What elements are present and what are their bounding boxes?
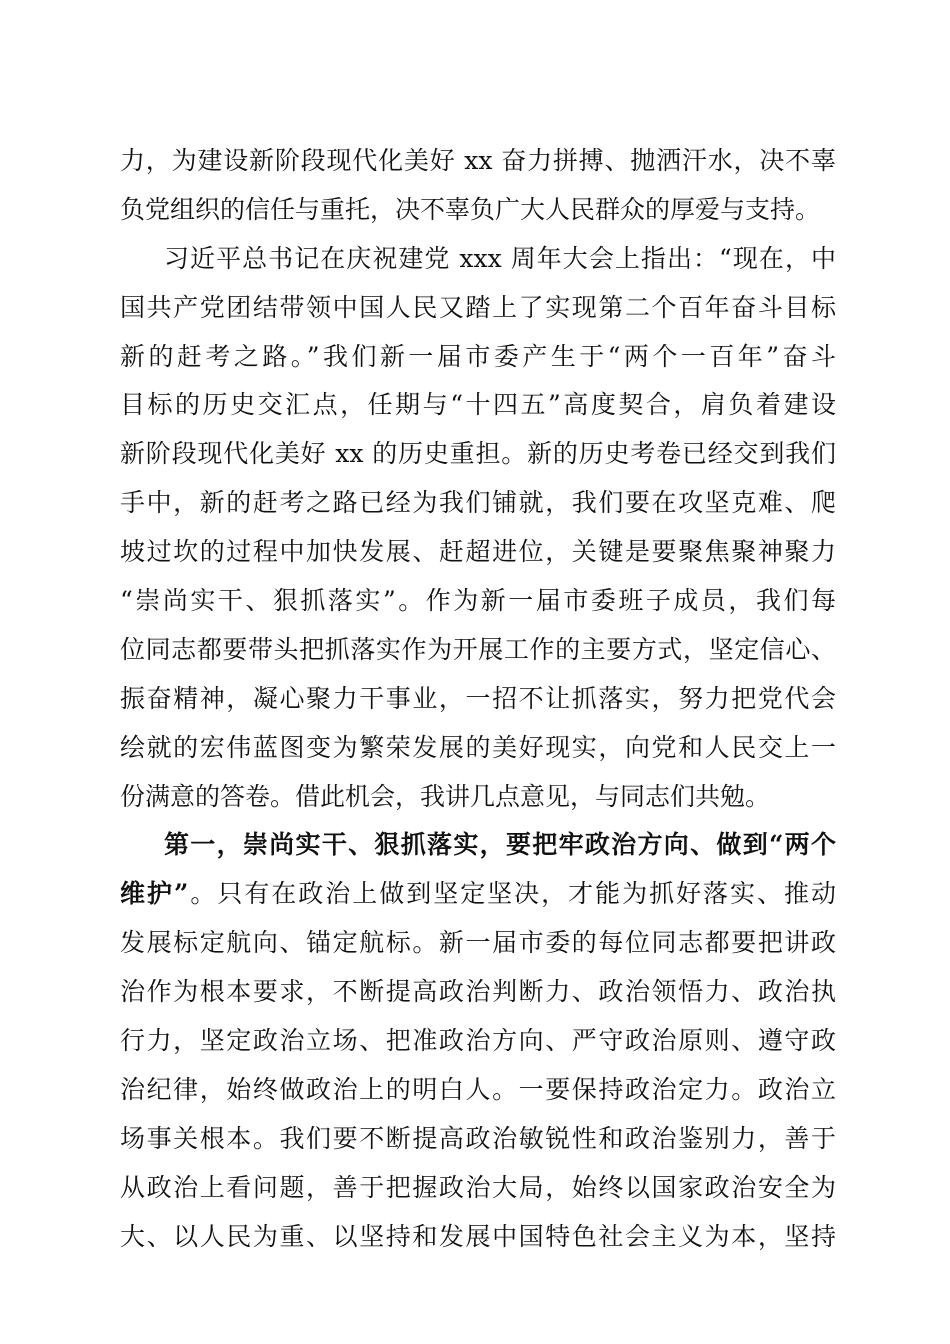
paragraph-3-line-3: 治作为根本要求，不断提高政治判断力、政治领悟力、政治执 xyxy=(120,977,836,1007)
paragraph-2-line-9: 位同志都要带头把抓落实作为开展工作的主要方式，坚定信心、 xyxy=(120,634,836,664)
paragraph-2-line-4: 目标的历史交汇点，任期与“十四五”高度契合，肩负着建设 xyxy=(120,390,836,420)
paragraph-3-line-7: 从政治上看问题，善于把握政治大局，始终以国家政治安全为 xyxy=(120,1172,836,1202)
paragraph-2-line-6: 手中，新的赶考之路已经为我们铺就，我们要在攻坚克难、爬 xyxy=(120,488,836,518)
paragraph-3-line-8: 大、以人民为重、以坚持和发展中国特色社会主义为本，坚持 xyxy=(120,1221,836,1251)
paragraph-2-line-5: 新阶段现代化美好 xx 的历史重担。新的历史考卷已经交到我们 xyxy=(120,439,836,469)
paragraph-3-line-5: 治纪律，始终做政治上的明白人。一要保持政治定力。政治立 xyxy=(120,1074,836,1104)
paragraph-3-line-4: 行力，坚定政治立场、把准政治方向、严守政治原则、遵守政 xyxy=(120,1026,836,1056)
paragraph-2-line-10: 振奋精神，凝心聚力干事业，一招不让抓落实，努力把党代会 xyxy=(120,683,836,713)
paragraph-1-line-1: 力，为建设新阶段现代化美好 xx 奋力拼搏、抛洒汗水，决不辜 xyxy=(120,146,836,175)
paragraph-2-line-3: 新的赶考之路。”我们新一届市委产生于“两个一百年”奋斗 xyxy=(120,341,836,371)
paragraph-3-line-6: 场事关根本。我们要不断提高政治敏锐性和政治鉴别力，善于 xyxy=(120,1123,836,1153)
paragraph-3-line-2: 发展标定航向、锚定航标。新一届市委的每位同志都要把讲政 xyxy=(120,928,836,958)
paragraph-2-line-7: 坡过坎的过程中加快发展、赶超进位，关键是要聚焦聚神聚力 xyxy=(120,537,836,567)
paragraph-2-line-12: 份满意的答卷。借此机会，我讲几点意见，与同志们共勉。 xyxy=(120,781,771,811)
paragraph-2-line-2: 国共产党团结带领中国人民又踏上了实现第二个百年奋斗目标 xyxy=(120,292,836,322)
paragraph-2-line-8: “崇尚实干、狠抓落实”。作为新一届市委班子成员，我们每 xyxy=(120,586,836,616)
paragraph-3-line-1 xyxy=(120,870,836,919)
paragraph-1-line-2: 负党组织的信任与重托，决不辜负广大人民群众的厚爱与支持。 xyxy=(120,194,821,224)
paragraph-2-line-1: 习近平总书记在庆祝建党 xxx 周年大会上指出：“现在，中 xyxy=(164,243,836,273)
paragraph-3-line-1-text: 。只有在政治上做到坚定坚决，才能为抓好落实、推动 xyxy=(188,879,836,909)
paragraph-3-heading-line: 第一，崇尚实干、狠抓落实，要把牢政治方向、做到“两个 xyxy=(164,830,836,860)
document-body xyxy=(120,137,836,1261)
paragraph-3-heading-tail: 维护” xyxy=(120,879,189,909)
paragraph-2-line-11: 绘就的宏伟蓝图变为繁荣发展的美好现实，向党和人民交上一 xyxy=(120,732,836,762)
